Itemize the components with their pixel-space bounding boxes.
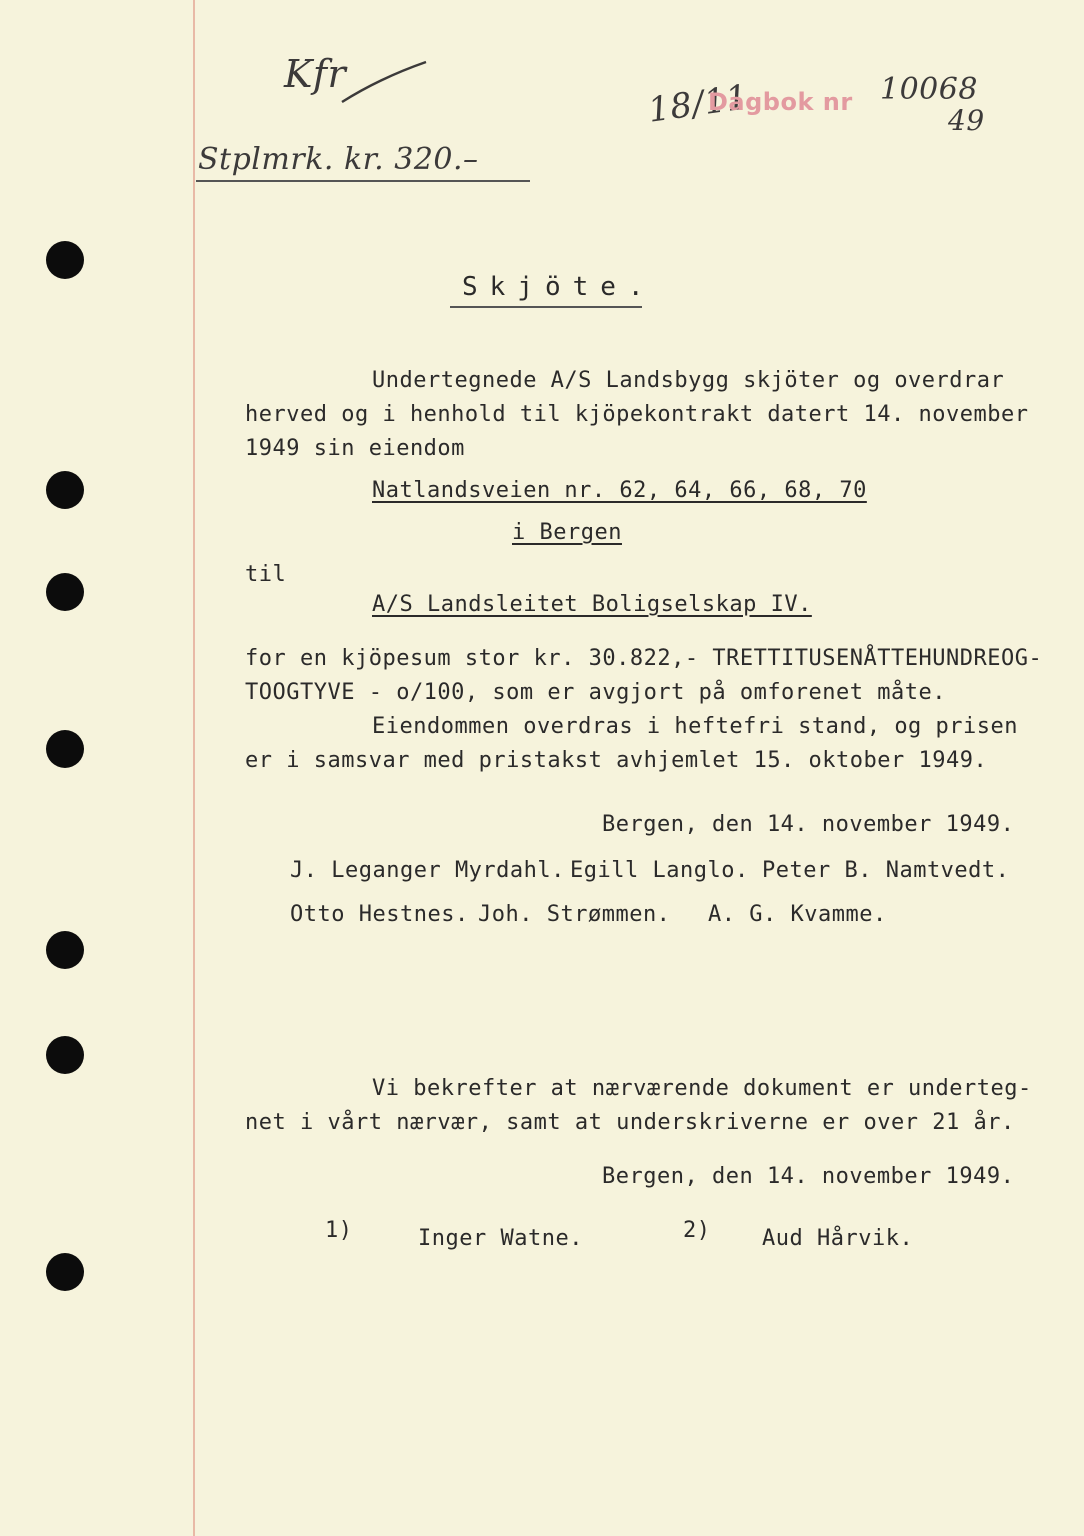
paragraph-line: 1949 sin eiendom: [245, 436, 465, 461]
paragraph-line: er i samsvar med pristakst avhjemlet 15. oktober 1949.: [245, 748, 988, 773]
margin-line: [193, 0, 195, 1536]
paragraph-line: TOOGTYVE - o/100, som er avgjort på omforenet måte.: [245, 680, 947, 705]
punch-hole: [46, 730, 84, 768]
buyer-name: A/S Landsleitet Boligselskap IV.: [372, 592, 812, 617]
witness-name: Aud Hårvik.: [762, 1226, 914, 1251]
document-title: Skjöte.: [462, 272, 656, 302]
punch-hole: [46, 1036, 84, 1074]
witness-number: 2): [683, 1218, 711, 1243]
fee-underline: [196, 180, 530, 182]
stamp-date: 18/11: [645, 77, 751, 131]
to-word: til: [245, 562, 287, 587]
title-underline: [450, 306, 642, 308]
signatory: J. Leganger Myrdahl.: [290, 858, 565, 883]
handwritten-initials: Kfr: [284, 52, 347, 96]
place-date: Bergen, den 14. november 1949.: [602, 1164, 1015, 1189]
paragraph-line: Eiendommen overdras i heftefri stand, og prisen: [372, 714, 1019, 739]
stamp-number: 10068: [880, 72, 978, 107]
handwritten-fee-note: Stplmrk. kr. 320.–: [198, 142, 479, 177]
witness-number: 1): [325, 1218, 353, 1243]
signatory: Peter B. Namtvedt.: [762, 858, 1010, 883]
signatory: Otto Hestnes.: [290, 902, 469, 927]
punch-hole: [46, 931, 84, 969]
paragraph-line: for en kjöpesum stor kr. 30.822,- TRETTITUSENÅTTEHUNDREOG-: [245, 646, 1043, 671]
punch-hole: [46, 573, 84, 611]
witness-statement-line: Vi bekrefter at nærværende dokument er underteg-: [372, 1076, 1032, 1101]
punch-hole: [46, 241, 84, 279]
signatory: A. G. Kvamme.: [708, 902, 887, 927]
signatory: Egill Langlo.: [570, 858, 749, 883]
property-city: i Bergen: [512, 520, 622, 545]
stamp-label: Dagbok nr: [708, 88, 853, 116]
initials-stroke: [340, 58, 430, 108]
signatory: Joh. Strømmen.: [478, 902, 671, 927]
stamp-year: 49: [948, 104, 985, 137]
paragraph-line: Undertegnede A/S Landsbygg skjöter og overdrar: [372, 368, 1005, 393]
property-address: Natlandsveien nr. 62, 64, 66, 68, 70: [372, 478, 867, 503]
punch-hole: [46, 471, 84, 509]
place-date: Bergen, den 14. november 1949.: [602, 812, 1015, 837]
punch-hole: [46, 1253, 84, 1291]
witness-statement-line: net i vårt nærvær, samt at underskriverne er over 21 år.: [245, 1110, 1015, 1135]
paragraph-line: herved og i henhold til kjöpekontrakt datert 14. november: [245, 402, 1029, 427]
witness-name: Inger Watne.: [418, 1226, 583, 1251]
